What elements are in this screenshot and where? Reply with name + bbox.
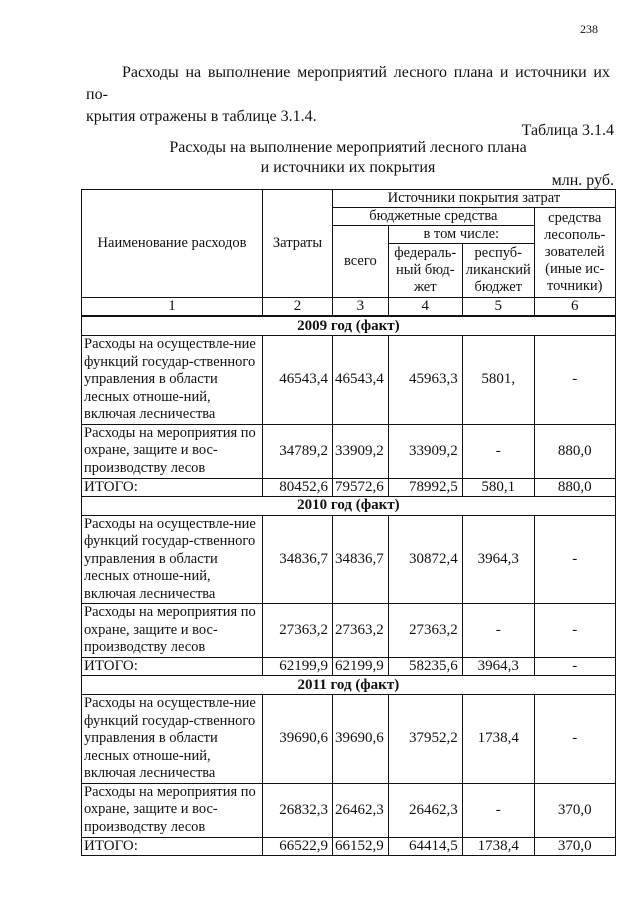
header-sources: Источники покрытия затрат <box>333 190 616 208</box>
total-label: ИТОГО: <box>82 478 263 496</box>
cell-republic: 1738,4 <box>462 837 534 855</box>
table-title <box>86 138 610 178</box>
cell-users: - <box>534 336 615 425</box>
total-row <box>82 837 616 855</box>
row-name: Расходы на мероприятия по охране, защите и вос-производству лесов <box>82 604 263 658</box>
cell-republic: 3964,3 <box>462 658 534 676</box>
cell-users: - <box>534 658 615 676</box>
cell-costs: 26832,3 <box>263 783 333 837</box>
year-label: 2009 год (факт) <box>82 316 616 336</box>
row-name: Расходы на мероприятия по охране, защите и вос-производству лесов <box>82 783 263 837</box>
header-including: в том числе: <box>388 226 534 244</box>
total-row <box>82 658 616 676</box>
cell-costs: 80452,6 <box>263 478 333 496</box>
col-num-2: 2 <box>263 298 333 317</box>
total-row <box>82 478 616 496</box>
intro-line-2: крытия отражены в таблице 3.1.4. <box>86 108 317 125</box>
intro-line-1: Расходы на выполнение мероприятий лесного плана и источники их по- <box>86 64 610 103</box>
cell-total: 62199,9 <box>333 658 389 676</box>
year-label: 2010 год (факт) <box>82 496 616 515</box>
row-name: Расходы на осуществле-ние функций государ-ственного управления в области лесных отноше-ний, включая лесничества <box>82 336 263 425</box>
cell-federal: 45963,3 <box>388 336 462 425</box>
row-name: Расходы на осуществле-ние функций государ-ственного управления в области лесных отноше-ний, включая лесничества <box>82 695 263 784</box>
cell-costs: 66522,9 <box>263 837 333 855</box>
year-row <box>82 316 616 336</box>
cell-federal: 78992,5 <box>388 478 462 496</box>
cell-users: 880,0 <box>534 424 615 478</box>
intro-paragraph <box>86 62 610 128</box>
col-num-3: 3 <box>333 298 389 317</box>
header-republic: респуб-ликанский бюджет <box>462 244 534 298</box>
cell-users: - <box>534 695 615 784</box>
table-row <box>82 424 616 478</box>
cell-federal: 26462,3 <box>388 783 462 837</box>
year-row <box>82 496 616 515</box>
cell-total: 46543,4 <box>333 336 389 425</box>
cell-republic: 580,1 <box>462 478 534 496</box>
col-num-5: 5 <box>462 298 534 317</box>
cell-users: 880,0 <box>534 478 615 496</box>
table-title-line-2: и источники их покрытия <box>260 159 436 176</box>
cell-costs: 34836,7 <box>263 515 333 604</box>
table-row <box>82 783 616 837</box>
col-num-6: 6 <box>534 298 615 317</box>
total-label: ИТОГО: <box>82 658 263 676</box>
cell-total: 66152,9 <box>333 837 389 855</box>
cell-republic: - <box>462 424 534 478</box>
cell-republic: 1738,4 <box>462 695 534 784</box>
expenses-table <box>81 189 616 856</box>
header-costs: Затраты <box>263 190 333 298</box>
table-title-line-1: Расходы на выполнение мероприятий лесного плана <box>169 139 527 156</box>
table-row <box>82 515 616 604</box>
units-label: млн. руб. <box>551 172 614 189</box>
header-users: средства лесополь-зователей (иные ис-точники) <box>534 208 615 298</box>
cell-federal: 64414,5 <box>388 837 462 855</box>
table-row <box>82 604 616 658</box>
header-name: Наименование расходов <box>82 190 263 298</box>
cell-users: 370,0 <box>534 783 615 837</box>
cell-federal: 30872,4 <box>388 515 462 604</box>
cell-federal: 37952,2 <box>388 695 462 784</box>
header-total: всего <box>333 226 389 298</box>
cell-federal: 58235,6 <box>388 658 462 676</box>
cell-total: 33909,2 <box>333 424 389 478</box>
cell-costs: 62199,9 <box>263 658 333 676</box>
cell-republic: - <box>462 783 534 837</box>
cell-users: - <box>534 515 615 604</box>
cell-republic: 5801, <box>462 336 534 425</box>
row-name: Расходы на осуществле-ние функций государ-ственного управления в области лесных отноше-ний, включая лесничества <box>82 515 263 604</box>
table-row <box>82 695 616 784</box>
cell-costs: 34789,2 <box>263 424 333 478</box>
header-budget: бюджетные средства <box>333 208 535 226</box>
page-number: 238 <box>580 22 598 36</box>
cell-costs: 46543,4 <box>263 336 333 425</box>
cell-costs: 27363,2 <box>263 604 333 658</box>
year-row <box>82 676 616 695</box>
cell-costs: 39690,6 <box>263 695 333 784</box>
cell-total: 26462,3 <box>333 783 389 837</box>
cell-republic: 3964,3 <box>462 515 534 604</box>
row-name: Расходы на мероприятия по охране, защите и вос-производству лесов <box>82 424 263 478</box>
cell-republic: - <box>462 604 534 658</box>
col-num-1: 1 <box>82 298 263 317</box>
year-label: 2011 год (факт) <box>82 676 616 695</box>
cell-total: 27363,2 <box>333 604 389 658</box>
cell-federal: 27363,2 <box>388 604 462 658</box>
total-label: ИТОГО: <box>82 837 263 855</box>
cell-total: 39690,6 <box>333 695 389 784</box>
table-number: Таблица 3.1.4 <box>521 122 614 139</box>
header-federal: федераль-ный бюд-жет <box>388 244 462 298</box>
cell-total: 34836,7 <box>333 515 389 604</box>
cell-users: 370,0 <box>534 837 615 855</box>
table-row <box>82 336 616 425</box>
cell-users: - <box>534 604 615 658</box>
col-num-4: 4 <box>388 298 462 317</box>
cell-total: 79572,6 <box>333 478 389 496</box>
cell-federal: 33909,2 <box>388 424 462 478</box>
